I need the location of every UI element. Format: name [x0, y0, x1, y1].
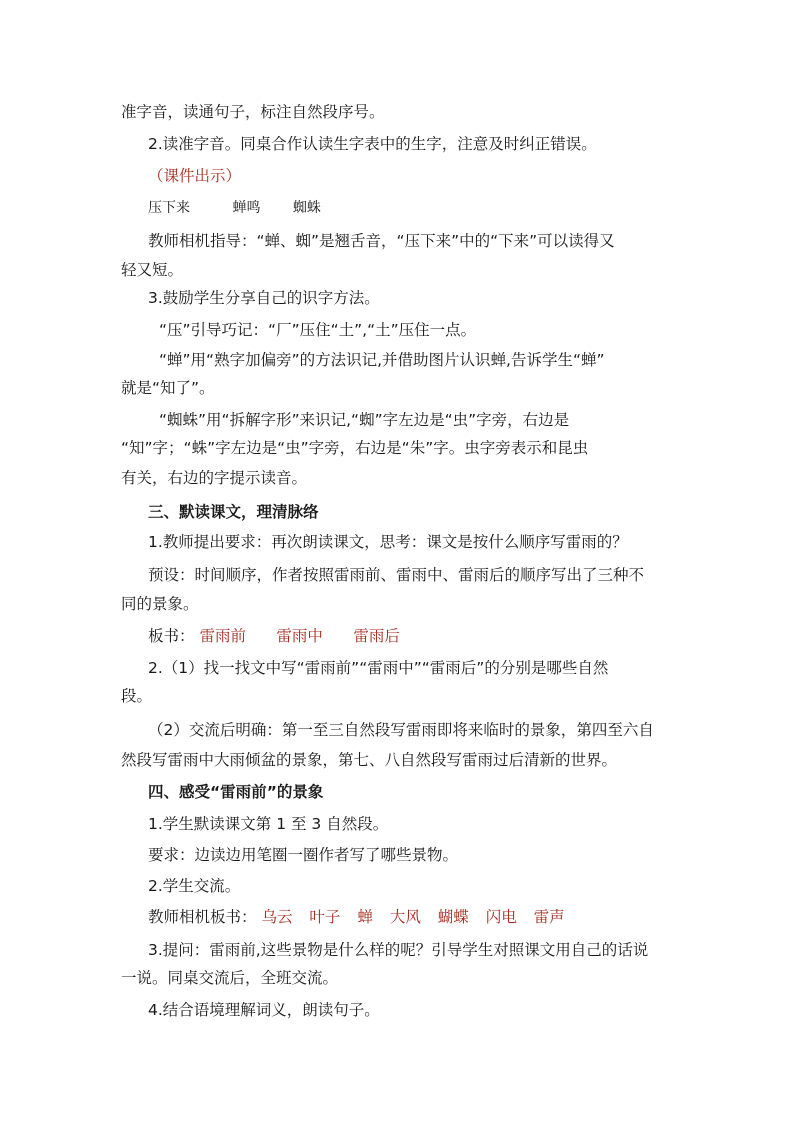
paragraph-line: 一说。同桌交流后，全班交流。	[121, 969, 339, 987]
word: 蝉鸣	[232, 200, 261, 216]
paragraph-line: 2.（1）找一找文中写“雷雨前”“雷雨中”“雷雨后”的分别是哪些自然	[148, 659, 609, 677]
board-writing	[148, 907, 565, 927]
paragraph-line: “压”引导巧记：“厂”压住“土”,“土”压住一点。	[159, 321, 477, 339]
board-item: 蝴蝶	[437, 908, 469, 926]
section-heading: 四、感受“雷雨前”的景象	[148, 783, 324, 801]
board-item: 雷雨后	[353, 627, 400, 645]
paragraph-line: 3.鼓励学生分享自己的识字方法。	[148, 289, 380, 307]
paragraph-line: 1.学生默读课文第 1 至 3 自然段。	[148, 815, 389, 833]
paragraph-line: 1.教师提出要求：再次朗读课文，思考：课文是按什么顺序写雷雨的？	[148, 533, 628, 551]
paragraph-line: 就是“知了”。	[121, 379, 215, 397]
word: 压下来	[148, 200, 190, 216]
paragraph-line: “知”字；“蛛”字左边是“虫”字旁，右边是“朱”字。虫字旁表示和昆虫	[121, 439, 589, 457]
paragraph-line: 段。	[121, 687, 153, 705]
paragraph-line: 要求：边读边用笔圈一圈作者写了哪些景物。	[148, 846, 459, 864]
board-item: 雷雨前	[199, 627, 246, 645]
courseware-label: （课件出示）	[148, 167, 242, 185]
vocabulary-words	[148, 198, 321, 218]
board-item: 雷声	[533, 908, 565, 926]
paragraph-line: 有关，右边的字提示读音。	[121, 469, 308, 487]
paragraph-line: 2.读准字音。同桌合作认读生字表中的生字，注意及时纠正错误。	[148, 135, 597, 153]
paragraph-line: 同的景象。	[121, 595, 199, 613]
paragraph-line: “蜘蛛”用“拆解字形”来识记,“蜘”字左边是“虫”字旁，右边是	[159, 411, 570, 429]
board-item: 乌云	[261, 908, 293, 926]
board-item: 叶子	[309, 908, 341, 926]
paragraph-line: “蝉”用“熟字加偏旁”的方法识记,并借助图片认识蝉,告诉学生“蝉”	[159, 351, 605, 369]
paragraph-line: 2.学生交流。	[148, 877, 241, 895]
section-heading: 三、默读课文，理清脉络	[148, 503, 319, 521]
board-label: 教师相机板书：	[148, 908, 257, 926]
paragraph-line: 教师相机指导：“蝉、蜘”是翘舌音，“压下来”中的“下来”可以读得又	[148, 232, 615, 250]
paragraph-line: 准字音，读通句子，标注自然段序号。	[121, 103, 385, 121]
paragraph-line: 4.结合语境理解词义，朗读句子。	[148, 1001, 380, 1019]
board-label: 板书：	[148, 627, 195, 645]
paragraph-line: 然段写雷雨中大雨倾盆的景象，第七、八自然段写雷雨过后清新的世界。	[121, 751, 618, 769]
board-writing	[148, 626, 400, 646]
paragraph-line: （2）交流后明确：第一至三自然段写雷雨即将来临时的景象，第四至六自	[148, 721, 654, 739]
paragraph-line: 轻又短。	[121, 261, 184, 279]
paragraph-line: 3.提问：雷雨前,这些景物是什么样的呢？引导学生对照课文用自己的话说	[148, 941, 649, 959]
word: 蜘蛛	[292, 200, 321, 216]
board-item: 雷雨中	[276, 627, 323, 645]
paragraph-line: 预设：时间顺序，作者按照雷雨前、雷雨中、雷雨后的顺序写出了三种不	[148, 566, 645, 584]
board-item: 闪电	[485, 908, 517, 926]
board-item: 蝉	[357, 908, 373, 926]
board-item: 大风	[389, 908, 421, 926]
